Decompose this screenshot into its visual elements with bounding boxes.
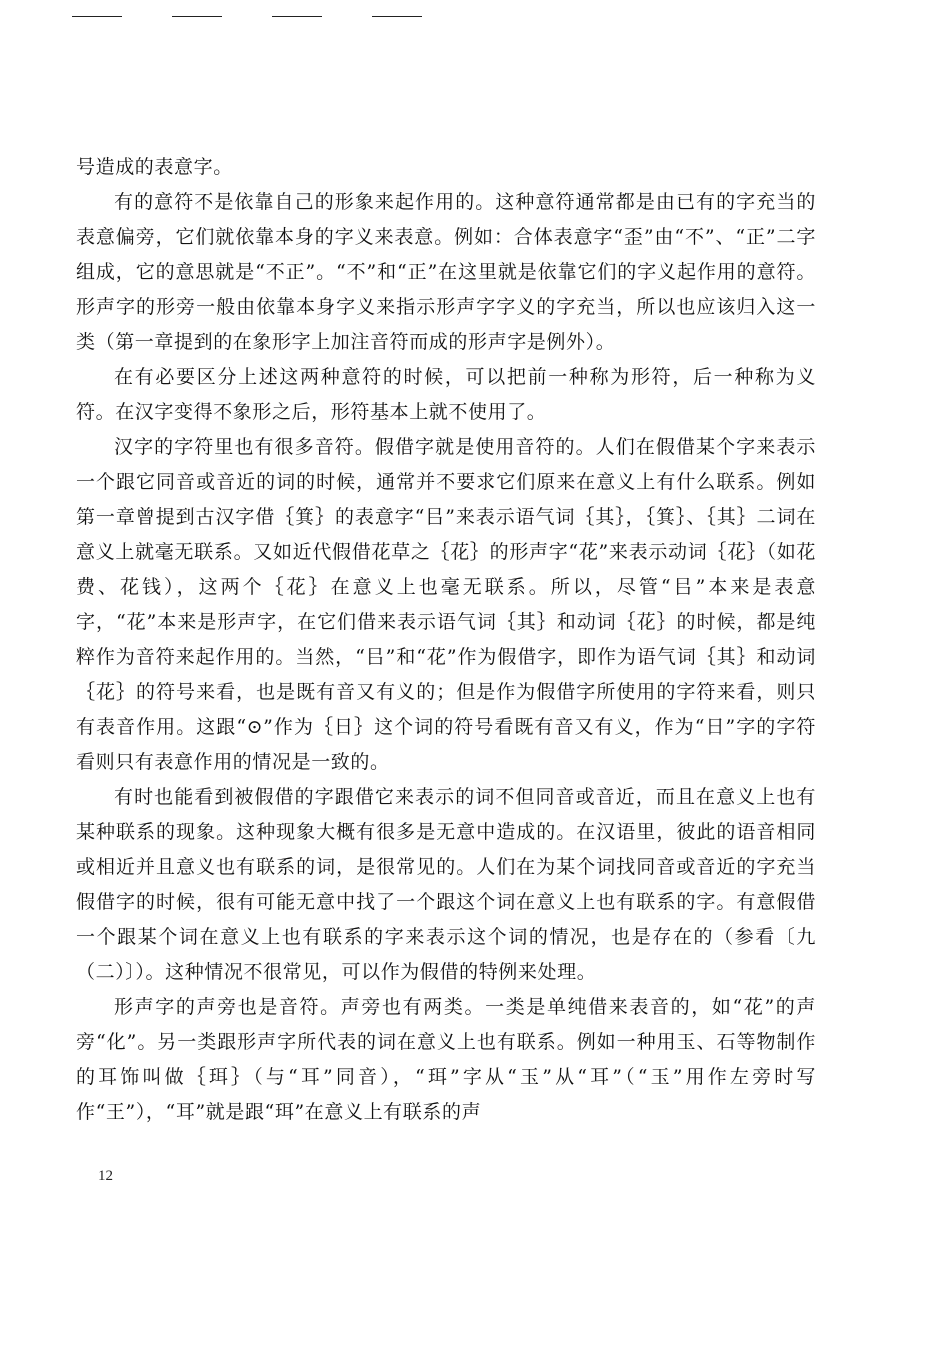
header-rule <box>372 16 422 17</box>
body-text <box>76 150 816 1130</box>
header-rule <box>272 16 322 17</box>
paragraph: 形声字的声旁也是音符。声旁也有两类。一类是单纯借来表音的，如“花”的声旁“化”。另一类跟形声字所代表的词在意义上也有联系。例如一种用玉、石等物制作的耳饰叫做｛珥｝（与“耳”同音），“珥”字从“玉”从“耳”（“玉”用作左旁时写作“王”），“耳”就是跟“珥”在意义上有联系的声 <box>76 996 816 1123</box>
paragraph-continuation: 号造成的表意字。 <box>76 156 233 178</box>
paragraph: 在有必要区分上述这两种意符的时候，可以把前一种称为形符，后一种称为义符。在汉字变得不象形之后，形符基本上就不使用了。 <box>76 366 816 423</box>
paragraph: 汉字的字符里也有很多音符。假借字就是使用音符的。人们在假借某个字来表示一个跟它同音或音近的词的时候，通常并不要求它们原来在意义上有什么联系。例如第一章曾提到古汉字借｛箕｝的表意字“㠯”来表示语气词｛其｝，｛箕｝、｛其｝二词在意义上就毫无联系。又如近代假借花草之｛花｝的形声字“花”来表示动词｛花｝（如花费、花钱），这两个｛花｝在意义上也毫无联系。所以，尽管“㠯”本来是表意字，“花”本来是形声字，在它们借来表示语气词｛其｝和动词｛花｝的时候，都是纯粹作为音符来起作用的。当然，“㠯”和“花”作为假借字，即作为语气词｛其｝和动词｛花｝的符号来看，也是既有音又有义的；但是作为假借字所使用的字符来看，则只有表音作用。这跟“⊙”作为｛日｝这个词的符号看既有音又有义，作为“日”字的字符看则只有表意作用的情况是一致的。 <box>76 436 816 773</box>
header-rule <box>72 16 122 17</box>
page-number: 12 <box>98 1168 113 1184</box>
top-header-rules <box>72 16 432 20</box>
header-rule <box>172 16 222 17</box>
paragraph: 有的意符不是依靠自己的形象来起作用的。这种意符通常都是由已有的字充当的表意偏旁，它们就依靠本身的字义来表意。例如：合体表意字“歪”由“不”、“正”二字组成，它的意思就是“不正”。“不”和“正”在这里就是依靠它们的字义起作用的意符。形声字的形旁一般由依靠本身字义来指示形声字字义的字充当，所以也应该归入这一类（第一章提到的在象形字上加注音符而成的形声字是例外）。 <box>76 191 816 353</box>
paragraph: 有时也能看到被假借的字跟借它来表示的词不但同音或音近，而且在意义上也有某种联系的现象。这种现象大概有很多是无意中造成的。在汉语里，彼此的语音相同或相近并且意义也有联系的词，是很常见的。人们在为某个词找同音或音近的字充当假借字的时候，很有可能无意中找了一个跟这个词在意义上也有联系的字。有意假借一个跟某个词在意义上也有联系的字来表示这个词的情况，也是存在的（参看〔九（二）〕）。这种情况不很常见，可以作为假借的特例来处理。 <box>76 786 816 983</box>
